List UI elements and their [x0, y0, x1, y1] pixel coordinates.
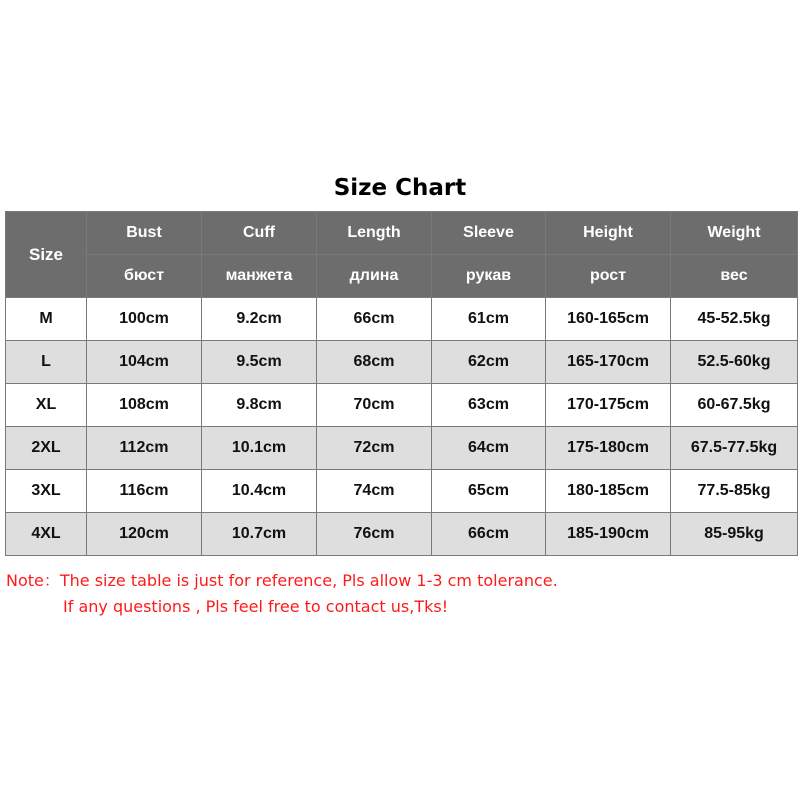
weight-cell: 45-52.5kg [671, 298, 798, 341]
sleeve-cell: 62cm [432, 341, 546, 384]
weight-cell: 60-67.5kg [671, 384, 798, 427]
cuff-cell: 10.4cm [202, 470, 317, 513]
header-row-en [6, 212, 798, 255]
length-header-ru: длина [317, 255, 432, 298]
length-cell: 74cm [317, 470, 432, 513]
bust-cell: 116cm [87, 470, 202, 513]
sleeve-cell: 61cm [432, 298, 546, 341]
height-cell: 165-170cm [546, 341, 671, 384]
height-cell: 180-185cm [546, 470, 671, 513]
height-cell: 185-190cm [546, 513, 671, 556]
size-cell: 3XL [6, 470, 87, 513]
height-header: Height [546, 212, 671, 255]
size-chart-table [5, 211, 798, 556]
length-cell: 76cm [317, 513, 432, 556]
cuff-cell: 9.2cm [202, 298, 317, 341]
cuff-cell: 10.7cm [202, 513, 317, 556]
bust-cell: 120cm [87, 513, 202, 556]
cuff-header: Cuff [202, 212, 317, 255]
table-row [6, 470, 798, 513]
sleeve-header-ru: рукав [432, 255, 546, 298]
cuff-cell: 10.1cm [202, 427, 317, 470]
table-row [6, 384, 798, 427]
bust-cell: 104cm [87, 341, 202, 384]
size-column-header: Size [6, 212, 87, 298]
bust-header: Bust [87, 212, 202, 255]
size-cell: M [6, 298, 87, 341]
size-chart-body [6, 212, 798, 556]
bust-cell: 100cm [87, 298, 202, 341]
cuff-cell: 9.5cm [202, 341, 317, 384]
size-cell: 4XL [6, 513, 87, 556]
length-cell: 66cm [317, 298, 432, 341]
length-cell: 68cm [317, 341, 432, 384]
size-cell: XL [6, 384, 87, 427]
table-row [6, 298, 798, 341]
header-row-ru [6, 255, 798, 298]
sleeve-cell: 65cm [432, 470, 546, 513]
cuff-cell: 9.8cm [202, 384, 317, 427]
height-cell: 160-165cm [546, 298, 671, 341]
height-cell: 175-180cm [546, 427, 671, 470]
bust-cell: 112cm [87, 427, 202, 470]
sleeve-header: Sleeve [432, 212, 546, 255]
size-cell: 2XL [6, 427, 87, 470]
table-row [6, 513, 798, 556]
bust-header-ru: бюст [87, 255, 202, 298]
length-header: Length [317, 212, 432, 255]
weight-header: Weight [671, 212, 798, 255]
weight-cell: 52.5-60kg [671, 341, 798, 384]
table-row [6, 427, 798, 470]
weight-cell: 85-95kg [671, 513, 798, 556]
table-row [6, 341, 798, 384]
sleeve-cell: 64cm [432, 427, 546, 470]
sleeve-cell: 66cm [432, 513, 546, 556]
cuff-header-ru: манжета [202, 255, 317, 298]
height-cell: 170-175cm [546, 384, 671, 427]
height-header-ru: рост [546, 255, 671, 298]
length-cell: 70cm [317, 384, 432, 427]
length-cell: 72cm [317, 427, 432, 470]
sleeve-cell: 63cm [432, 384, 546, 427]
note-line-2: If any questions , Pls feel free to contact us,Tks! [63, 597, 449, 616]
weight-header-ru: вес [671, 255, 798, 298]
size-cell: L [6, 341, 87, 384]
weight-cell: 77.5-85kg [671, 470, 798, 513]
chart-title: Size Chart [333, 175, 467, 201]
note-line-1: Note：The size table is just for reference, Pls allow 1-3 cm tolerance. [6, 571, 558, 590]
weight-cell: 67.5-77.5kg [671, 427, 798, 470]
bust-cell: 108cm [87, 384, 202, 427]
